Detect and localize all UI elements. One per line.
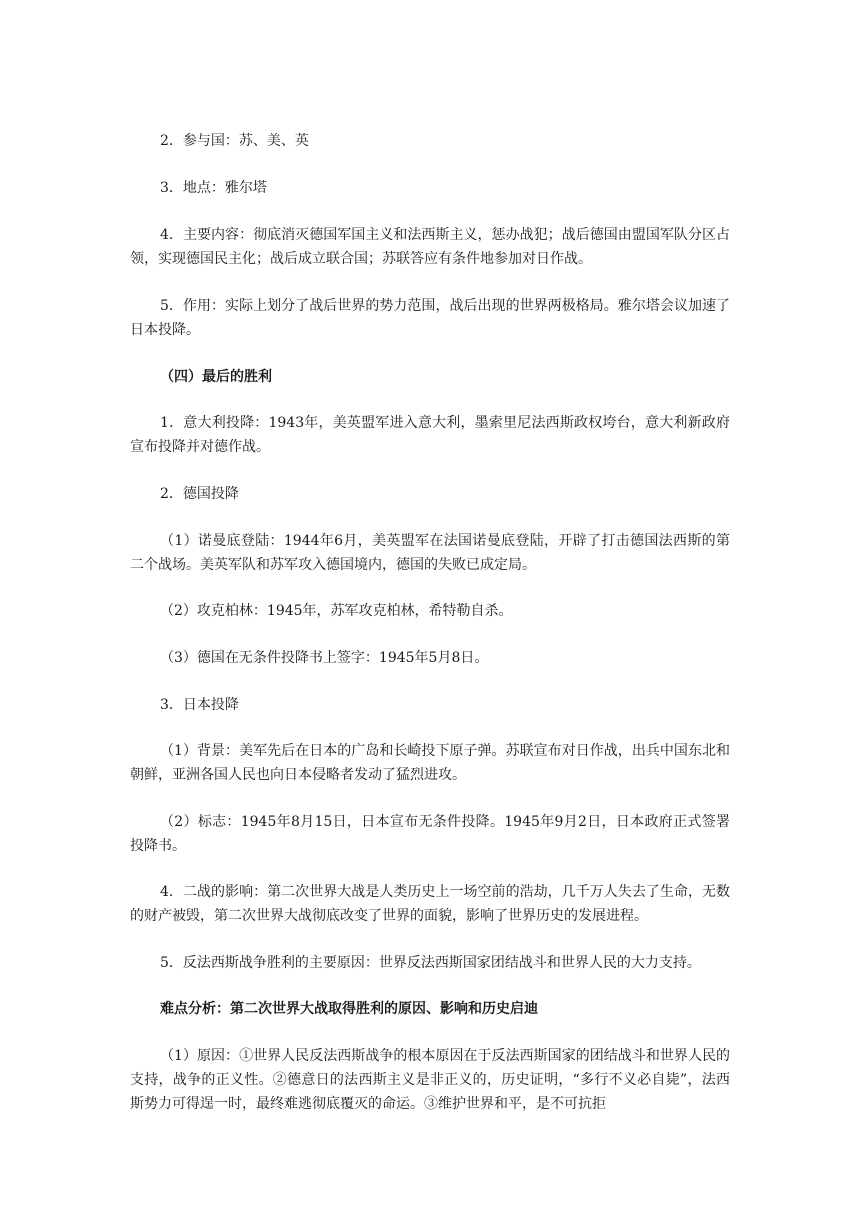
- paragraph-victory-reason: 5．反法西斯战争胜利的主要原因：世界反法西斯国家团结战斗和世界人民的大力支持。: [160, 955, 701, 971]
- paragraph-sign: （2）标志：1945年8月15日，日本宣布无条件投降。1945年9月2日，日本政府正式签署投降书。: [130, 814, 730, 854]
- paragraph-japan-surrender: 3．日本投降: [160, 697, 239, 713]
- paragraph-background: （1）背景：美军先后在日本的广岛和长崎投下原子弹。苏联宣布对日作战，出兵中国东北和朝鲜，亚洲各国人民也向日本侵略者发动了猛烈进攻。: [130, 743, 730, 783]
- paragraph-normandy: （1）诺曼底登陆：1944年6月，美英盟军在法国诺曼底登陆，开辟了打击德国法西斯的第二个战场。美英军队和苏军攻入德国境内，德国的失败已成定局。: [130, 533, 730, 573]
- paragraph-participants: 2．参与国：苏、美、英: [160, 133, 309, 149]
- paragraph-signing: （3）德国在无条件投降书上签字：1945年5月8日。: [160, 650, 489, 666]
- section-heading-final-victory: （四）最后的胜利: [160, 369, 272, 385]
- paragraph-main-content: 4．主要内容：彻底消灭德国军国主义和法西斯主义，惩办战犯；战后德国由盟国军队分区占领，实现德国民主化；战后成立联合国；苏联答应有条件地参加对日作战。: [130, 227, 730, 267]
- paragraph-reasons: （1）原因：①世界人民反法西斯战争的根本原因在于反法西斯国家的团结战斗和世界人民的支持，战争的正义性。②德意日的法西斯主义是非正义的，历史证明，“多行不义必自毙”，法西斯势力可得逞一时，最终难逃彻底覆灭的命运。③维护世界和平，是不可抗拒: [130, 1048, 730, 1112]
- paragraph-location: 3．地点：雅尔塔: [160, 180, 267, 196]
- paragraph-germany-surrender: 2．德国投降: [160, 486, 239, 502]
- paragraph-berlin: （2）攻克柏林：1945年，苏军攻克柏林，希特勒自杀。: [160, 603, 513, 619]
- paragraph-effect: 5．作用：实际上划分了战后世界的势力范围，战后出现的世界两极格局。雅尔塔会议加速了日本投降。: [130, 298, 730, 338]
- paragraph-italy-surrender: 1．意大利投降：1943年，美英盟军进入意大利，墨索里尼法西斯政权垮台，意大利新政府宣布投降并对德作战。: [130, 415, 730, 455]
- paragraph-war-impact: 4．二战的影响：第二次世界大战是人类历史上一场空前的浩劫，几千万人失去了生命，无数的财产被毁，第二次世界大战彻底改变了世界的面貌，影响了世界历史的发展进程。: [130, 884, 730, 924]
- heading-difficulty-analysis: 难点分析：第二次世界大战取得胜利的原因、影响和历史启迪: [160, 1001, 538, 1017]
